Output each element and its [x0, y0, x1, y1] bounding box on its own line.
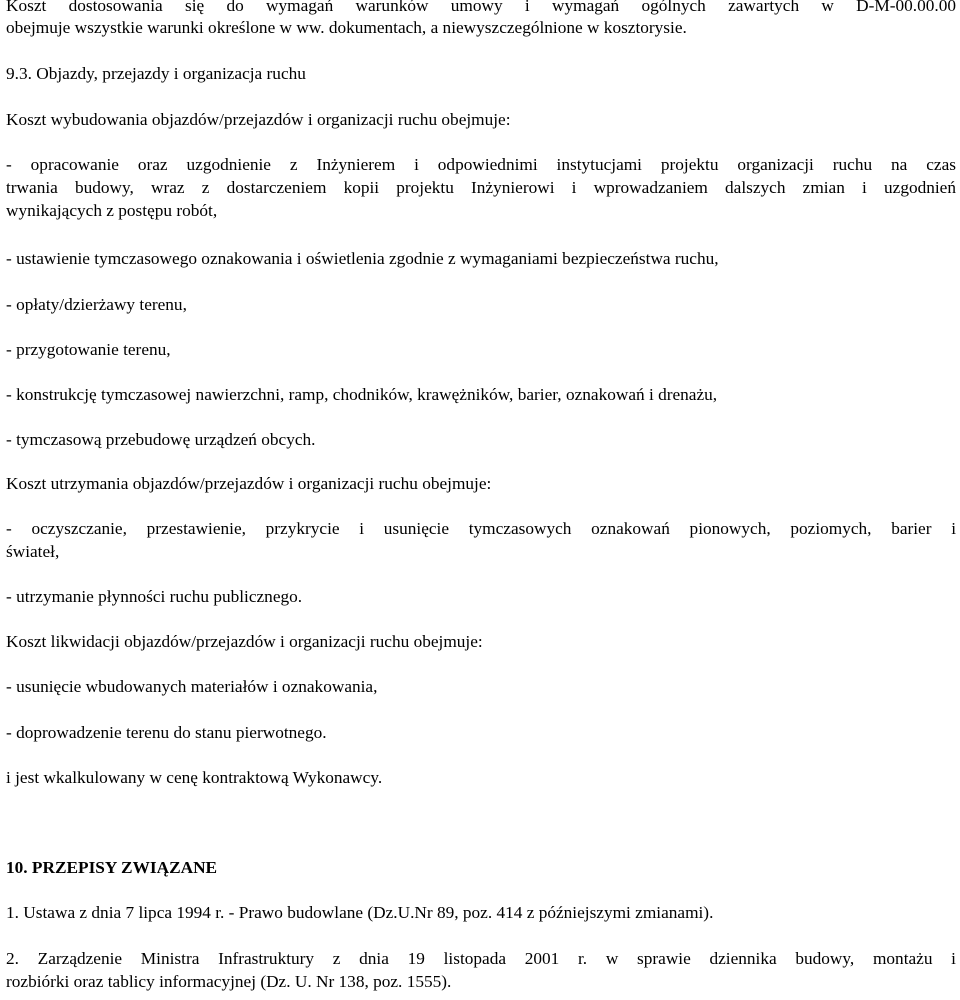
build-item-2: - ustawienie tymczasowego oznakowania i oświetlenia zgodnie z wymaganiami bezpieczeństwa ruchu, — [6, 249, 719, 268]
build-item-5: - konstrukcję tymczasowej nawierzchni, ramp, chodników, krawężników, barier, oznakowań i drenażu, — [6, 385, 718, 404]
build-intro: Koszt wybudowania objazdów/przejazdów i organizacji ruchu obejmuje: — [6, 110, 511, 129]
section-10-heading: 10. PRZEPISY ZWIĄZANE — [6, 858, 218, 877]
section-9-3-heading: 9.3. Objazdy, przejazdy i organizacja ruchu — [6, 64, 306, 83]
regulation-item-2-line-2: rozbiórki oraz tablicy informacyjnej (Dz. U. Nr 138, poz. 1555). — [6, 972, 452, 991]
closing-sentence: i jest wkalkulowany w cenę kontraktową Wykonawcy. — [6, 768, 383, 787]
intro-line-1: Koszt dostosowania się do wymagań warunków umowy i wymagań ogólnych zawartych w D-M-00.00.00 — [6, 0, 956, 15]
maintain-item-1-line-2: świateł, — [6, 542, 60, 561]
regulation-item-1: 1. Ustawa z dnia 7 lipca 1994 r. - Prawo budowlane (Dz.U.Nr 89, poz. 414 z późniejszymi zmianami). — [6, 903, 714, 922]
intro-line-2: obejmuje wszystkie warunki określone w ww. dokumentach, a niewyszczególnione w kosztorysie. — [6, 18, 687, 37]
maintain-item-1-line-1: - oczyszczanie, przestawienie, przykrycie i usunięcie tymczasowych oznakowań pionowych, poziomych, barier i — [6, 519, 956, 538]
liquidate-item-1: - usunięcie wbudowanych materiałów i oznakowania, — [6, 677, 378, 696]
liquidate-item-2: - doprowadzenie terenu do stanu pierwotnego. — [6, 723, 327, 742]
build-item-1-line-3: wynikających z postępu robót, — [6, 201, 218, 220]
maintain-item-2: - utrzymanie płynności ruchu publicznego. — [6, 587, 303, 606]
build-item-1-line-2: trwania budowy, wraz z dostarczeniem kopii projektu Inżynierowi i wprowadzaniem dalszych zmian i uzgodnień — [6, 178, 956, 197]
build-item-4: - przygotowanie terenu, — [6, 340, 171, 359]
build-item-3: - opłaty/dzierżawy terenu, — [6, 295, 187, 314]
maintain-intro: Koszt utrzymania objazdów/przejazdów i organizacji ruchu obejmuje: — [6, 474, 492, 493]
regulation-item-2-line-1: 2. Zarządzenie Ministra Infrastruktury z dnia 19 listopada 2001 r. w sprawie dziennika budowy, montażu i — [6, 949, 956, 968]
build-item-6: - tymczasową przebudowę urządzeń obcych. — [6, 430, 316, 449]
build-item-1-line-1: - opracowanie oraz uzgodnienie z Inżynierem i odpowiednimi instytucjami projektu organizacji ruchu na czas — [6, 155, 956, 174]
liquidate-intro: Koszt likwidacji objazdów/przejazdów i organizacji ruchu obejmuje: — [6, 632, 483, 651]
